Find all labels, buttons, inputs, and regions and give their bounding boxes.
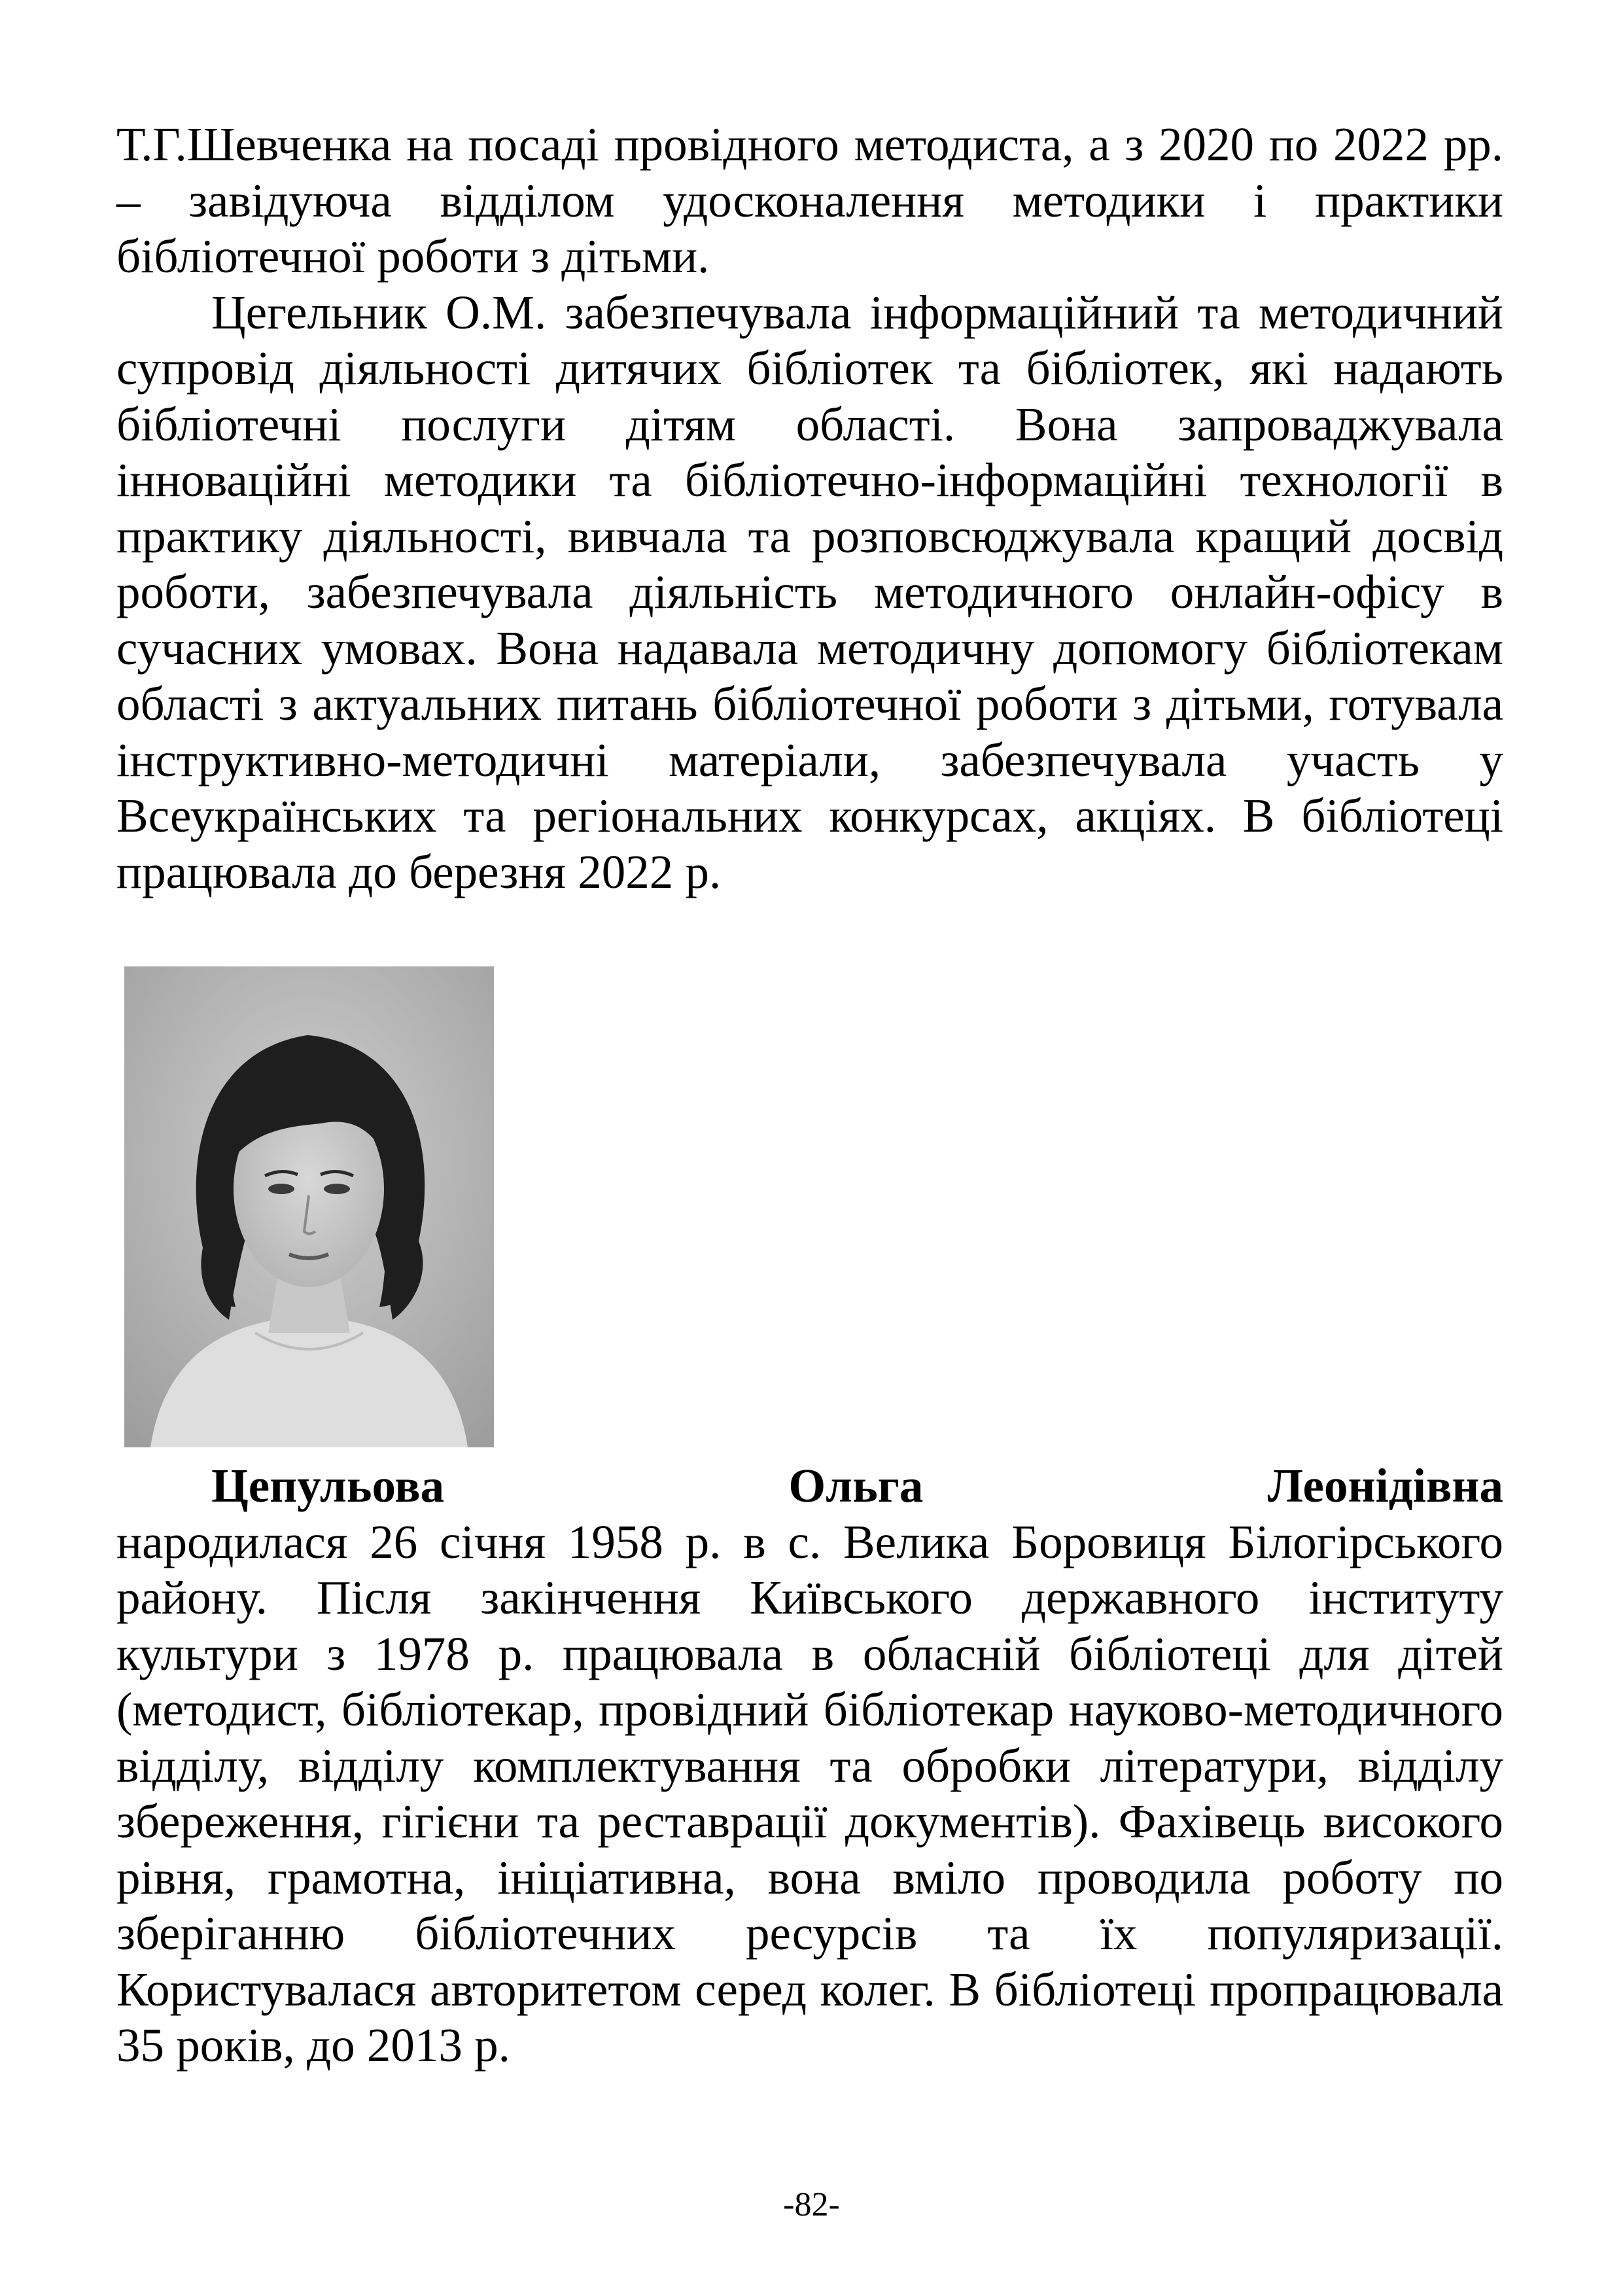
paragraph-continuation: Т.Г.Шевченка на посаді провідного методиста, а з 2020 по 2022 рр. – завідуюча відділом удосконалення методики і практики бібліотечної роботи з дітьми. [116, 118, 1503, 283]
person-name: Цепульова Ольга Леонідівна [211, 1459, 1503, 1512]
portrait-photo [124, 966, 494, 1447]
page-number: -82- [783, 2186, 840, 2223]
paragraph-tsehelnyk: Цегельник О.М. забезпечувала інформаційний та методичний супровід діяльності дитячих бібліотек та бібліотек, які надають бібліотечні послуги дітям області. Вона запроваджувала інноваційні методики та бібліотечно-інформаційні технології в практику діяльності, вивчала та розповсюджувала кращий досвід роботи, забезпечувала діяльність методичного онлайн-офісу в сучасних умовах. Вона надавала методичну допомогу бібліотекам області з актуальних питань бібліотечної роботи з дітьми, готувала інструктивно-методичні матеріали, забезпечувала участь у Всеукраїнських та регіональних конкурсах, акціях. В бібліотеці працювала до березня 2022 р. [116, 285, 1503, 898]
portrait-photo-image [124, 966, 494, 1447]
biography-text: народилася 26 січня 1958 р. в с. Велика Боровиця Білогірського району. Після закінчення Київського державного інституту культури з 1978 р. працювала в обласній бібліотеці для дітей (методист, бібліотекар, провідний бібліотекар науково-методичного відділу, відділу комплектування та обробки літератури, відділу збереження, гігієни та реставрації документів). Фахівець високого рівня, грамотна, ініціативна, вона вміло проводила роботу по зберіганню бібліотечних ресурсів та їх популяризації. Користувалася авторитетом серед колег. В бібліотеці пропрацювала 35 років, до 2013 р. [116, 1515, 1503, 2072]
page-content [116, 116, 1503, 2074]
section-gap [116, 900, 1503, 966]
